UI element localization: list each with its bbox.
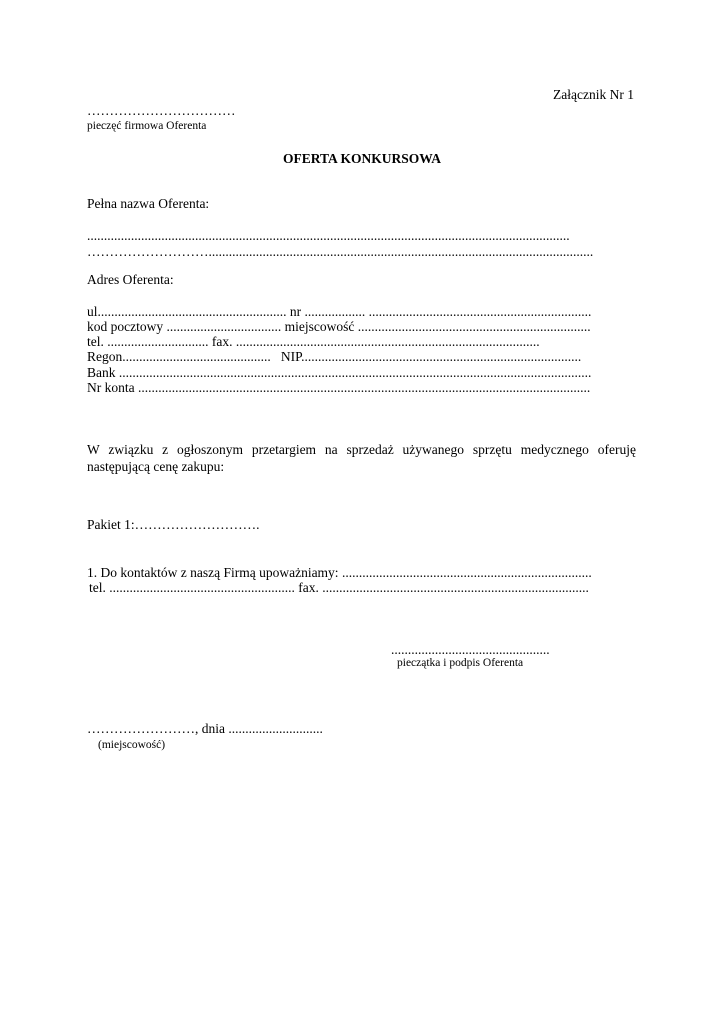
statement-paragraph: W związku z ogłoszonym przetargiem na sprzedaż używanego sprzętu medycznego oferuję następującą cenę zakupu: [87,442,636,474]
address-row-phone: tel. .............................. fax. .......................................................................................... [87,334,540,349]
package-line: Pakiet 1:………………………. [87,517,260,532]
signature-label: pieczątka i podpis Oferenta [397,657,524,669]
address-row-street: ul........................................................ nr .................. .................................................................. [87,304,592,319]
place-date-line: ……………………, dnia ............................ [87,721,323,736]
offeror-name-line-2: ……………………….................................................................................................................. [87,244,594,259]
address-row-account: Nr konta ...................................................................................................................................... [87,380,591,395]
page-title: OFERTA KONKURSOWA [283,151,441,166]
stamp-dots: …………………………… [87,103,236,118]
attachment-label: Załącznik Nr 1 [553,87,634,102]
contact-phone-fax-line: tel. ....................................................... fax. ............................................................................... [89,580,589,595]
offeror-name-line-1: ............................................................................................................................................... [87,228,570,243]
place-label: (miejscowość) [98,739,166,751]
address-row-bank: Bank ............................................................................................................................................ [87,365,592,380]
signature-dots: ............................................... [391,642,550,657]
offeror-name-label: Pełna nazwa Oferenta: [87,196,210,211]
contact-line: 1. Do kontaktów z naszą Firmą upoważniamy: .......................................................................... [87,565,592,580]
address-row-postcode: kod pocztowy .................................. miejscowość ..................................................................... [87,319,591,334]
stamp-label: pieczęć firmowa Oferenta [87,120,207,132]
address-row-regon: Regon............................................ NIP................................................................................... [87,349,582,364]
address-label: Adres Oferenta: [87,272,174,287]
